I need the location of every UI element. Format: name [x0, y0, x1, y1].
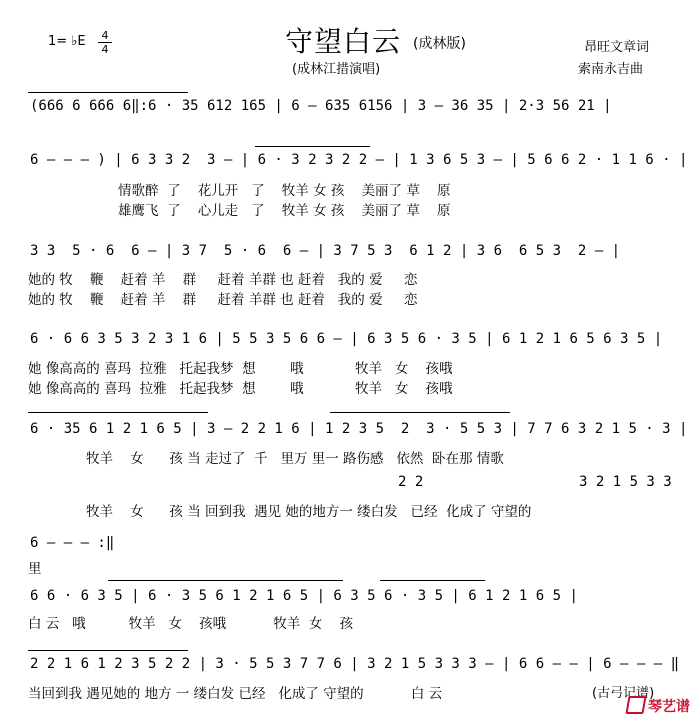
lyrics-row-4-verse-2: 她 像高高的 喜玛 拉雅 托起我梦 想 哦 牧羊 女 孩哦 [28, 381, 453, 397]
notation-row-4: 6 · 6 6 3 5 3 2 3 1 6 | 5 5 3 5 6 6 – | 6 3 5 6 · 3 5 | 6 1 2 1 6 5 6 3 5 | [30, 331, 663, 347]
slur-line [28, 412, 208, 413]
transcriber-credit: (古弓记谱) [592, 686, 655, 701]
slur-line [108, 580, 343, 581]
time-signature [98, 30, 112, 55]
lyrics-row-6: 里 [28, 561, 42, 577]
notation-row-3: 3 3 5 · 6 6 – | 3 7 5 · 6 6 – | 3 7 5 3 6 1 2 | 3 6 6 5 3 2 – | [30, 243, 621, 259]
singer-credit: (成林江措演唱) [292, 62, 381, 77]
site-watermark [627, 696, 690, 716]
slur-line [255, 146, 370, 147]
lyrics-row-3-verse-2: 她的 牧 鞭 赶着 羊 群 赶着 羊群 也 赶着 我的 爱 恋 [28, 292, 418, 308]
lyrics-row-5-verse-2: 牧羊 女 孩 当 回到我 遇见 她的地方一 缕白发 已经 化成了 守望的 [86, 504, 532, 520]
notation-row-6: 6 – – – :‖ [30, 535, 115, 551]
lyrics-row-8: 当回到我 遇见她的 地方 一 缕白发 已经 化成了 守望的 白 云 [28, 686, 443, 702]
lyricist-credit: 昂旺文章词 [584, 40, 650, 55]
alt-notes-b: 3 2 1 5 3 3 [579, 474, 672, 490]
song-version: (成林版) [413, 36, 466, 52]
lyrics-row-3-verse-1: 她的 牧 鞭 赶着 羊 群 赶着 羊群 也 赶着 我的 爱 恋 [28, 272, 418, 288]
lyrics-row-2-verse-1: 情歌醉 了 花儿开 了 牧羊 女 孩 美丽了 草 原 [118, 183, 451, 199]
watermark-text: 琴艺谱 [648, 699, 690, 715]
lyrics-row-2-verse-2: 雄鹰飞 了 心儿走 了 牧羊 女 孩 美丽了 草 原 [118, 203, 451, 219]
lyrics-row-7: 白 云 哦 牧羊 女 孩哦 牧羊 女 孩 [28, 616, 354, 632]
notation-row-8: 2 2 1 6 1 2 3 5 2 2 | 3 · 5 5 3 7 7 6 | 3 2 1 5 3 3 3 – | 6 6 – – | 6 – – – ‖ [30, 656, 680, 672]
slur-line [28, 92, 188, 93]
slur-line [380, 580, 485, 581]
song-title: 守望白云 [285, 25, 402, 58]
slur-line [28, 650, 188, 651]
alt-notes-a: 2 2 [398, 474, 424, 490]
notation-row-7: 6 6 · 6 3 5 | 6 · 3 5 6 1 2 1 6 5 | 6 3 5 6 · 3 5 | 6 1 2 1 6 5 | [30, 588, 578, 604]
notation-row-2: 6 – – – ) | 6 3 3 2 3 – | 6 · 3 2 3 2 2 – | 1 3 6 5 3 – | 5 6 6 2 · 1 1 6 · | [30, 152, 688, 168]
notation-row-1: (666 6 666 6‖:6 · 35 612 165 | 6 – 635 6156 | 3 – 36 35 | 2·3 56 21 | [30, 98, 612, 114]
time-signature-numerator: 4 [101, 29, 109, 42]
lyrics-row-4-verse-1: 她 像高高的 喜玛 拉雅 托起我梦 想 哦 牧羊 女 孩哦 [28, 361, 453, 377]
slur-line [330, 412, 510, 413]
key-signature: 1= ♭E [48, 34, 86, 49]
time-signature-denominator: 4 [101, 43, 109, 56]
composer-credit: 索南永吉曲 [578, 62, 644, 77]
watermark-logo-icon [625, 696, 646, 714]
notation-row-5: 6 · 35 6 1 2 1 6 5 | 3 – 2 2 1 6 | 1 2 3 5 2 3 · 5 5 3 | 7 7 6 3 2 1 5 · 3 | [30, 421, 688, 437]
lyrics-row-5-verse-1: 牧羊 女 孩 当 走过了 千 里万 里一 路伤感 依然 卧在那 情歌 [86, 451, 504, 467]
